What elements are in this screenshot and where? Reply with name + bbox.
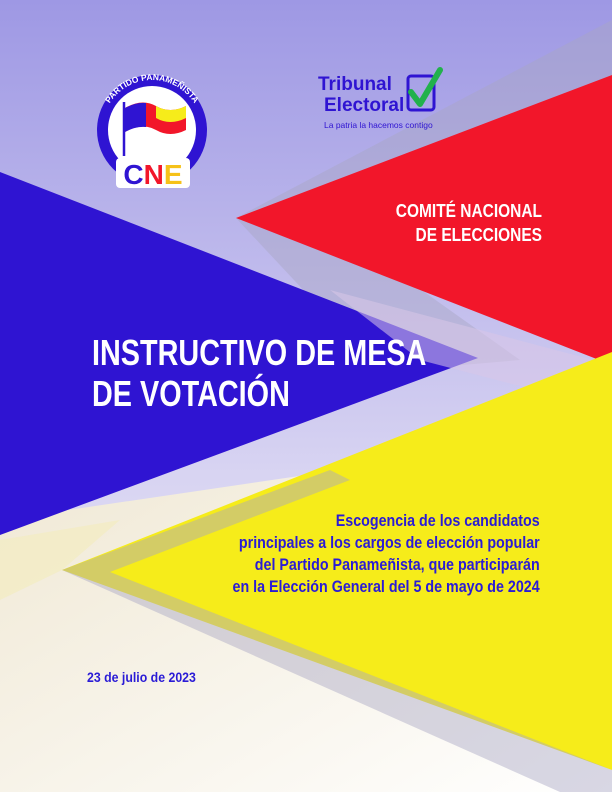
svg-text:Tribunal: Tribunal bbox=[318, 74, 392, 95]
document-date: 23 de julio de 2023 bbox=[87, 669, 196, 685]
committee-line-1: COMITÉ NACIONAL bbox=[395, 201, 542, 221]
subtitle-line-2: principales a los cargos de elección popular bbox=[239, 533, 540, 552]
committee-line-2: DE ELECCIONES bbox=[415, 225, 542, 245]
svg-text:CNE: CNE bbox=[123, 159, 183, 190]
title-line-1: INSTRUCTIVO DE MESA bbox=[92, 332, 427, 373]
tribunal-electoral-logo bbox=[316, 66, 444, 140]
document-subtitle bbox=[233, 510, 540, 598]
subtitle-line-1: Escogencia de los candidatos bbox=[336, 511, 540, 530]
subtitle-line-4: en la Elección General del 5 de mayo de 2024 bbox=[232, 577, 540, 596]
document-title bbox=[92, 332, 426, 414]
partido-panamenista-logo bbox=[94, 72, 210, 192]
svg-text:PARTIDO PANAMEÑISTA: PARTIDO PANAMEÑISTA bbox=[102, 72, 202, 105]
title-line-2: DE VOTACIÓN bbox=[92, 373, 290, 414]
subtitle-line-3: del Partido Panameñista, que participarán bbox=[255, 555, 540, 574]
committee-name bbox=[396, 199, 542, 247]
svg-text:Electoral: Electoral bbox=[324, 95, 405, 116]
svg-text:La patria la hacemos contigo: La patria la hacemos contigo bbox=[324, 120, 433, 130]
